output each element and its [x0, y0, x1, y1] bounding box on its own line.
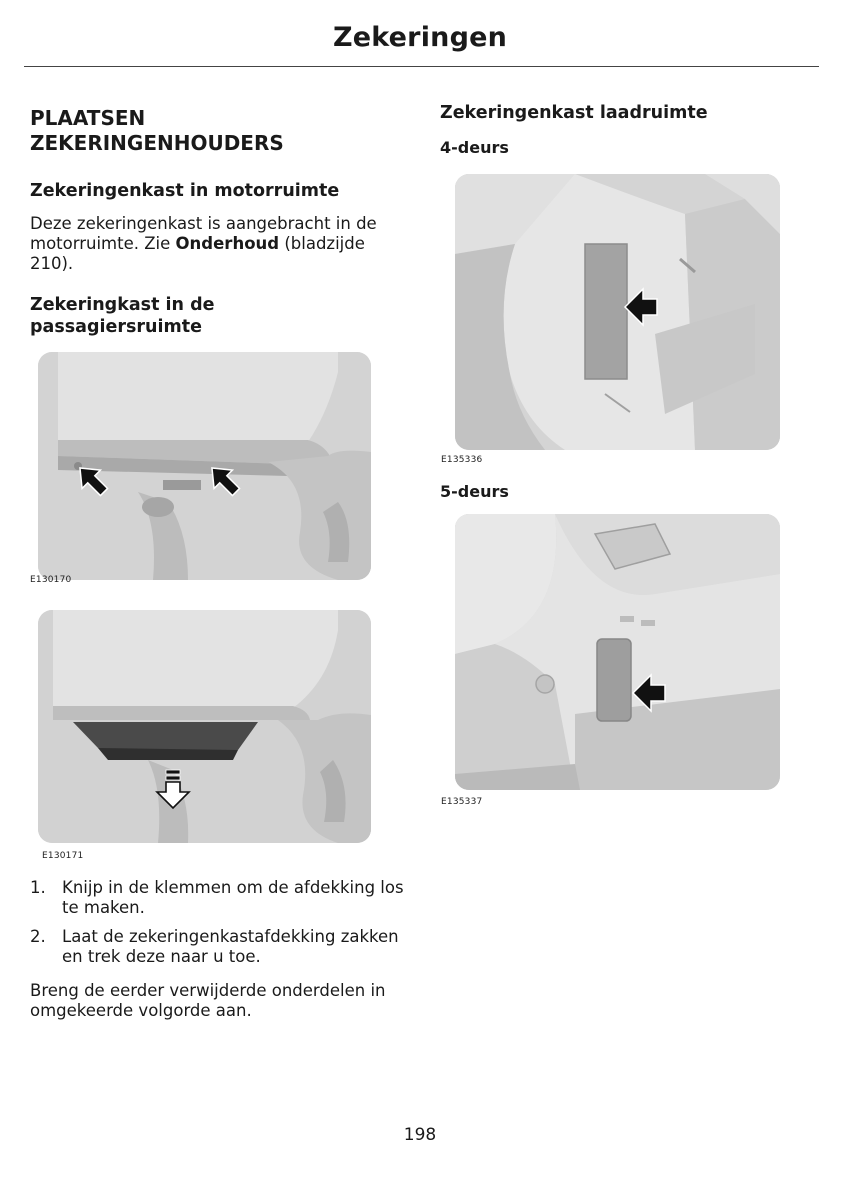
passenger-heading-line1: Zekeringkast in de	[30, 295, 215, 315]
figure-five-door-cargo	[455, 514, 780, 790]
figure-code-e130170: E130170	[30, 575, 72, 585]
engine-text-2: (bladzijde 210).	[30, 234, 365, 273]
maintenance-reference: Onderhoud	[175, 234, 280, 253]
figure-code-e135337: E135337	[441, 797, 483, 807]
four-door-label: 4-deurs	[440, 138, 509, 157]
engine-paragraph	[30, 214, 408, 274]
section-title-line2: ZEKERINGENHOUDERS	[30, 131, 284, 155]
section-title	[30, 106, 408, 156]
page-number: 198	[403, 1125, 437, 1145]
figure-code-e130171: E130171	[42, 851, 84, 861]
page-title: Zekeringen	[332, 22, 508, 53]
step-text: Laat de zekeringenkastafdekking zakken en trek deze naar u toe.	[62, 927, 399, 966]
figure-four-door-cargo	[455, 174, 780, 450]
figure-cover-lowered	[38, 610, 371, 843]
figure-code-e135336: E135336	[441, 455, 483, 465]
list-item	[30, 878, 410, 918]
passenger-heading	[30, 294, 408, 338]
header-divider	[24, 66, 819, 67]
passenger-heading-line2: passagiersruimte	[30, 317, 202, 337]
step-number: 1.	[30, 878, 46, 897]
section-title-line1: PLAATSEN	[30, 106, 146, 130]
step-text: Knijp in de klemmen om de afdekking los te maken.	[62, 878, 404, 917]
right-column	[440, 102, 785, 158]
list-item	[30, 927, 410, 967]
engine-text-1: Deze zekeringenkast is aangebracht in de motorruimte. Zie	[30, 214, 377, 253]
left-column	[30, 106, 408, 338]
cargo-heading: Zekeringenkast laadruimte	[440, 103, 708, 123]
closing-paragraph: Breng de eerder verwijderde onderdelen in omgekeerde volgorde aan.	[30, 981, 386, 1020]
step-number: 2.	[30, 927, 46, 946]
engine-heading: Zekeringenkast in motorruimte	[30, 181, 340, 201]
instruction-steps	[30, 878, 410, 1021]
figure-glovebox-clips	[38, 352, 371, 580]
five-door-label: 5-deurs	[440, 482, 509, 501]
